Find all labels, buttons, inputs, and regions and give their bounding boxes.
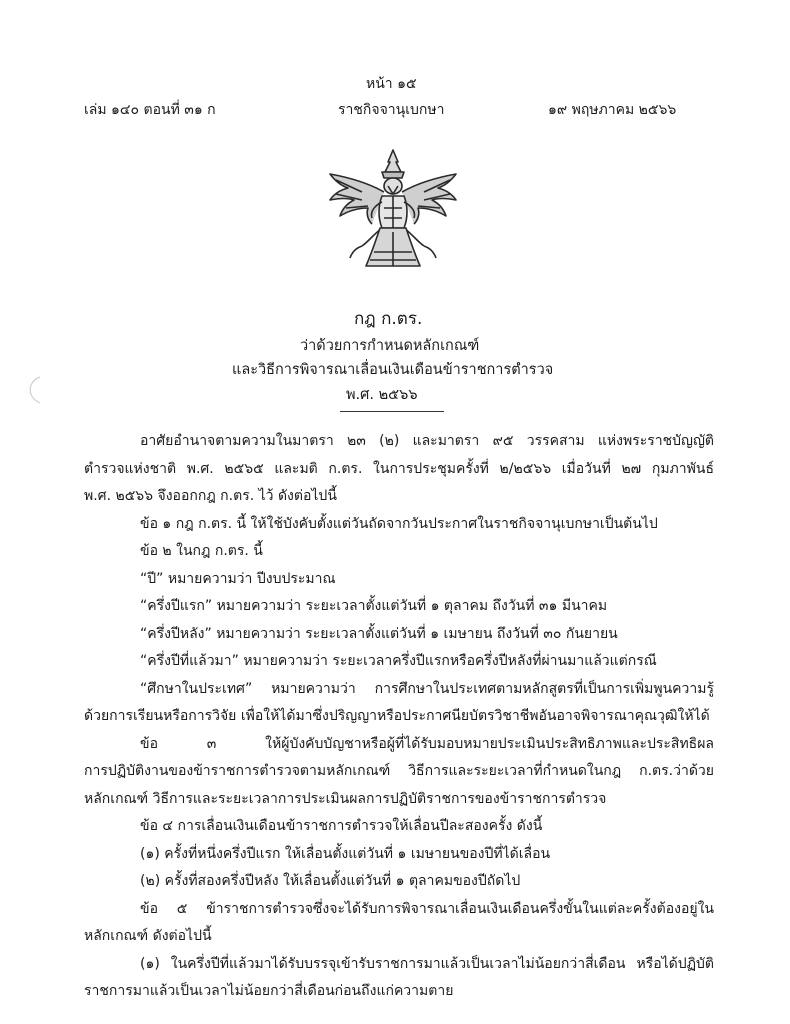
- document-body: [84, 428, 714, 1006]
- document-title: กฎ ก.ตร.: [354, 309, 423, 329]
- clause-5-line: หลักเกณฑ์ ดังต่อไปนี้: [84, 928, 212, 944]
- clause-4-item: (๑) ครั้งที่หนึ่งครึ่งปีแรก ให้เลื่อนตั้งแต่วันที่ ๑ เมษายนของปีที่ได้เลื่อน: [140, 845, 551, 862]
- clause-4: ข้อ ๔ การเลื่อนเงินเดือนข้าราชการตำรวจให้เลื่อนปีละสองครั้ง ดังนี้: [140, 818, 543, 834]
- title-line-2: และวิธีการพิจารณาเลื่อนเงินเดือนข้าราชการตำรวจ: [232, 362, 554, 378]
- publication-date: ๑๙ พฤษภาคม ๒๕๖๖: [548, 102, 677, 118]
- gazette-name: ราชกิจจานุเบกษา: [338, 102, 445, 118]
- volume-issue: เล่ม ๑๔๐ ตอนที่ ๓๑ ก: [84, 102, 216, 118]
- clause-3-line: หลักเกณฑ์ วิธีการและระยะเวลาการประเมินผลการปฏิบัติราชการของข้าราชการตำรวจ: [84, 790, 607, 807]
- preamble-line: พ.ศ. ๒๕๖๖ จึงออกกฎ ก.ตร. ไว้ ดังต่อไปนี้: [84, 488, 337, 504]
- clause-3-line: การปฏิบัติงานของข้าราชการตำรวจตามหลักเกณฑ์ วิธีการและระยะเวลาที่กำหนดในกฎ ก.ตร.ว่าด้วย: [84, 763, 714, 779]
- definition-first-half: “ครึ่งปีแรก” หมายความว่า ระยะเวลาตั้งแต่วันที่ ๑ ตุลาคม ถึงวันที่ ๓๑ มีนาคม: [140, 598, 608, 614]
- scan-mark: [22, 375, 44, 409]
- preamble-line: อาศัยอำนาจตามความในมาตรา ๒๓ (๒) และมาตรา ๙๕ วรรคสาม แห่งพระราชบัญญัติ: [140, 433, 714, 449]
- clause-3-line: ข้อ ๓ ให้ผู้บังคับบัญชาหรือผู้ที่ได้รับมอบหมายประเมินประสิทธิภาพและประสิทธิผล: [140, 735, 714, 752]
- clause-5-item-line: (๑) ในครึ่งปีที่แล้วมาได้รับบรรจุเข้ารับราชการมาแล้วเป็นเวลาไม่น้อยกว่าสี่เดือน หรือได้ปฏิบัติ: [140, 955, 714, 972]
- definition-second-half: “ครึ่งปีหลัง” หมายความว่า ระยะเวลาตั้งแต่วันที่ ๑ เมษายน ถึงวันที่ ๓๐ กันยายน: [140, 625, 618, 642]
- definition-past-half: “ครึ่งปีที่แล้วมา” หมายความว่า ระยะเวลาครึ่งปีแรกหรือครึ่งปีหลังที่ผ่านมาแล้วแต่กรณี: [140, 653, 657, 669]
- garuda-emblem-icon: [322, 148, 464, 276]
- clause-1: ข้อ ๑ กฎ ก.ตร. นี้ ให้ใช้บังคับตั้งแต่วันถัดจากวันประกาศในราชกิจจานุเบกษาเป็นต้นไป: [140, 515, 658, 532]
- page-number: หน้า ๑๕: [366, 76, 417, 92]
- preamble-line: ตำรวจแห่งชาติ พ.ศ. ๒๕๖๕ และมติ ก.ตร. ในการประชุมครั้งที่ ๒/๒๕๖๖ เมื่อวันที่ ๒๗ กุมภาพันธ์: [84, 460, 714, 477]
- clause-5-line: ข้อ ๕ ข้าราชการตำรวจซึ่งจะได้รับการพิจารณาเลื่อนเงินเดือนครึ่งขั้นในแต่ละครั้งต้องอยู่ใน: [140, 900, 714, 917]
- definition-year: “ปี” หมายความว่า ปีงบประมาณ: [140, 570, 336, 587]
- clause-2: ข้อ ๒ ในกฎ ก.ตร. นี้: [140, 543, 263, 559]
- clause-5-item-line: ราชการมาแล้วเป็นเวลาไม่น้อยกว่าสี่เดือนก่อนถึงแก่ความตาย: [84, 983, 454, 999]
- definition-study-line: “ศึกษาในประเทศ” หมายความว่า การศึกษาในประเทศตามหลักสูตรที่เป็นการเพิ่มพูนความรู้: [140, 680, 714, 697]
- title-divider: [340, 411, 444, 412]
- title-year: พ.ศ. ๒๕๖๖: [346, 387, 418, 403]
- title-line-1: ว่าด้วยการกำหนดหลักเกณฑ์: [300, 338, 480, 354]
- definition-study-line: ด้วยการเรียนหรือการวิจัย เพื่อให้ได้มาซึ่งปริญญาหรือประกาศนียบัตรวิชาชีพอันอาจพิจารณาคุณวุฒิให้ได้: [84, 708, 710, 724]
- clause-4-item: (๒) ครั้งที่สองครึ่งปีหลัง ให้เลื่อนตั้งแต่วันที่ ๑ ตุลาคมของปีถัดไป: [140, 873, 521, 889]
